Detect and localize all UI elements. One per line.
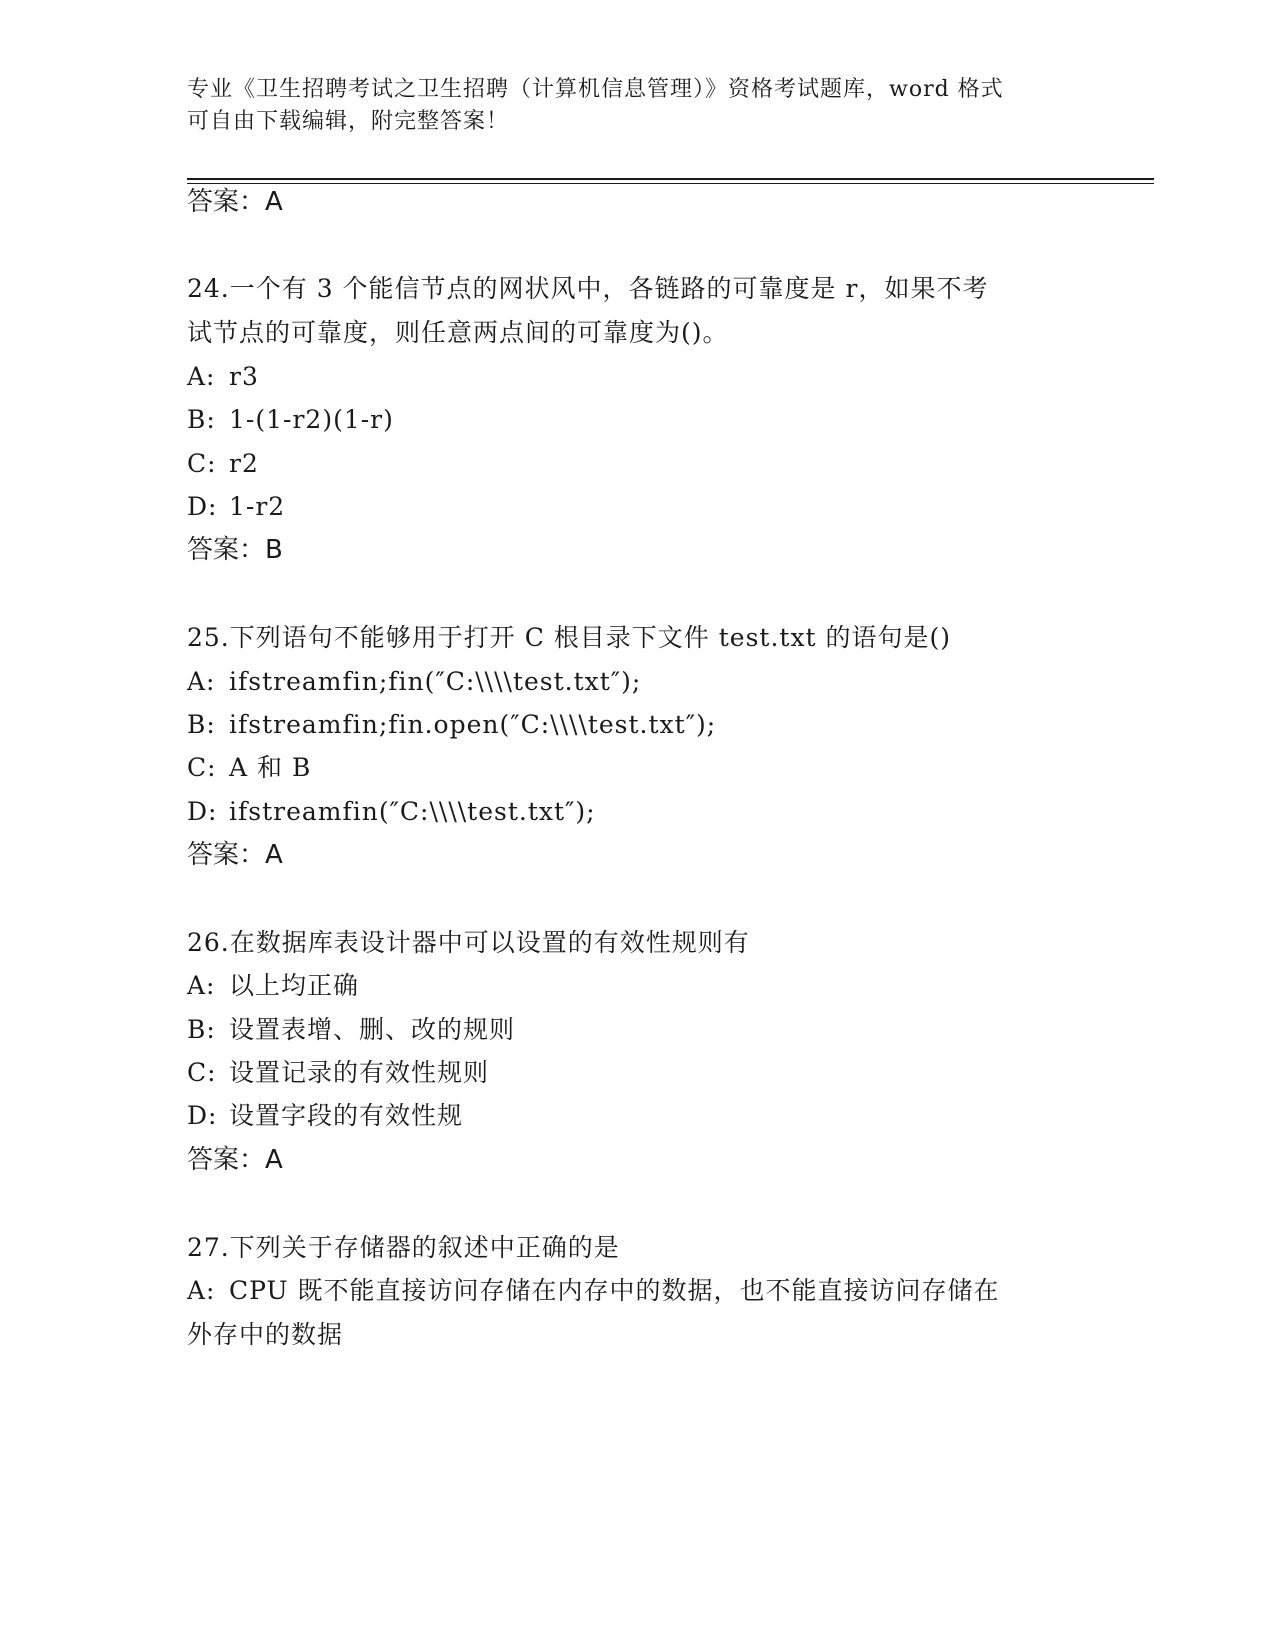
question-24-option-a bbox=[187, 360, 259, 394]
option-key: B: bbox=[187, 710, 216, 739]
option-key: A: bbox=[187, 1276, 216, 1305]
header-title-line-1: 专业《卫生招聘考试之卫生招聘（计算机信息管理）》资格考试题库，word 格式 bbox=[187, 77, 1004, 102]
option-text: CPU 既不能直接访问存储在内存中的数据，也不能直接访问存储在 bbox=[229, 1276, 1000, 1305]
question-24-option-b bbox=[187, 403, 394, 437]
option-key: D: bbox=[187, 1101, 218, 1130]
header-divider-thin bbox=[187, 183, 1154, 184]
question-26-text-line-1: 26.在数据库表设计器中可以设置的有效性规则有 bbox=[187, 928, 750, 957]
option-key: C: bbox=[187, 449, 217, 478]
option-key: B: bbox=[187, 405, 216, 434]
question-25-answer: 答案：A bbox=[187, 840, 283, 870]
header-divider-thick bbox=[187, 178, 1154, 180]
option-text: A 和 B bbox=[229, 753, 312, 782]
question-24-option-d bbox=[187, 490, 285, 524]
question-25-text-line-1: 25.下列语句不能够用于打开 C 根目录下文件 test.txt 的语句是() bbox=[187, 623, 952, 652]
question-25-option-c bbox=[187, 751, 311, 785]
header-title-line-2: 可自由下载编辑，附完整答案！ bbox=[187, 109, 510, 134]
option-key: A: bbox=[187, 667, 216, 696]
question-24-option-c bbox=[187, 447, 259, 481]
option-text: ifstreamfin;fin.open(″C:\\\\test.txt″); bbox=[229, 710, 717, 739]
question-26-option-d bbox=[187, 1099, 463, 1133]
question-24-text-line-1: 24.一个有 3 个能信节点的网状风中，各链路的可靠度是 r，如果不考 bbox=[187, 274, 989, 303]
question-25-option-d bbox=[187, 795, 596, 829]
option-text: r3 bbox=[229, 362, 259, 391]
question-26-option-b bbox=[187, 1013, 515, 1047]
option-text: 1-r2 bbox=[229, 492, 286, 521]
question-27-option-a-continuation bbox=[187, 1318, 343, 1352]
option-text: ifstreamfin;fin(″C:\\\\test.txt″); bbox=[229, 667, 642, 696]
option-text: 设置字段的有效性规 bbox=[229, 1101, 464, 1130]
option-text: 以上均正确 bbox=[229, 971, 360, 1000]
question-26-option-c bbox=[187, 1056, 489, 1090]
question-25-option-a bbox=[187, 665, 641, 699]
option-text: 外存中的数据 bbox=[187, 1320, 344, 1349]
option-key: B: bbox=[187, 1015, 216, 1044]
question-24-answer: 答案：B bbox=[187, 535, 283, 565]
option-key: D: bbox=[187, 797, 218, 826]
option-text: 1-(1-r2)(1-r) bbox=[229, 405, 394, 434]
question-26-answer: 答案：A bbox=[187, 1145, 283, 1175]
document-header bbox=[187, 74, 1067, 138]
option-key: A: bbox=[187, 971, 216, 1000]
question-25-option-b bbox=[187, 708, 716, 742]
option-key: C: bbox=[187, 1058, 217, 1087]
option-text: ifstreamfin(″C:\\\\test.txt″); bbox=[229, 797, 596, 826]
option-text: 设置记录的有效性规则 bbox=[229, 1058, 490, 1087]
option-text: 设置表增、删、改的规则 bbox=[229, 1015, 516, 1044]
option-text: r2 bbox=[229, 449, 259, 478]
question-27-option-a bbox=[187, 1274, 1000, 1308]
option-key: A: bbox=[187, 362, 216, 391]
question-24-text-line-2: 试节点的可靠度，则任意两点间的可靠度为()。 bbox=[187, 318, 729, 347]
option-key: D: bbox=[187, 492, 218, 521]
answer-previous: 答案：A bbox=[187, 187, 283, 217]
question-26-option-a bbox=[187, 969, 359, 1003]
option-key: C: bbox=[187, 753, 217, 782]
question-27-text-line-1: 27.下列关于存储器的叙述中正确的是 bbox=[187, 1233, 620, 1262]
